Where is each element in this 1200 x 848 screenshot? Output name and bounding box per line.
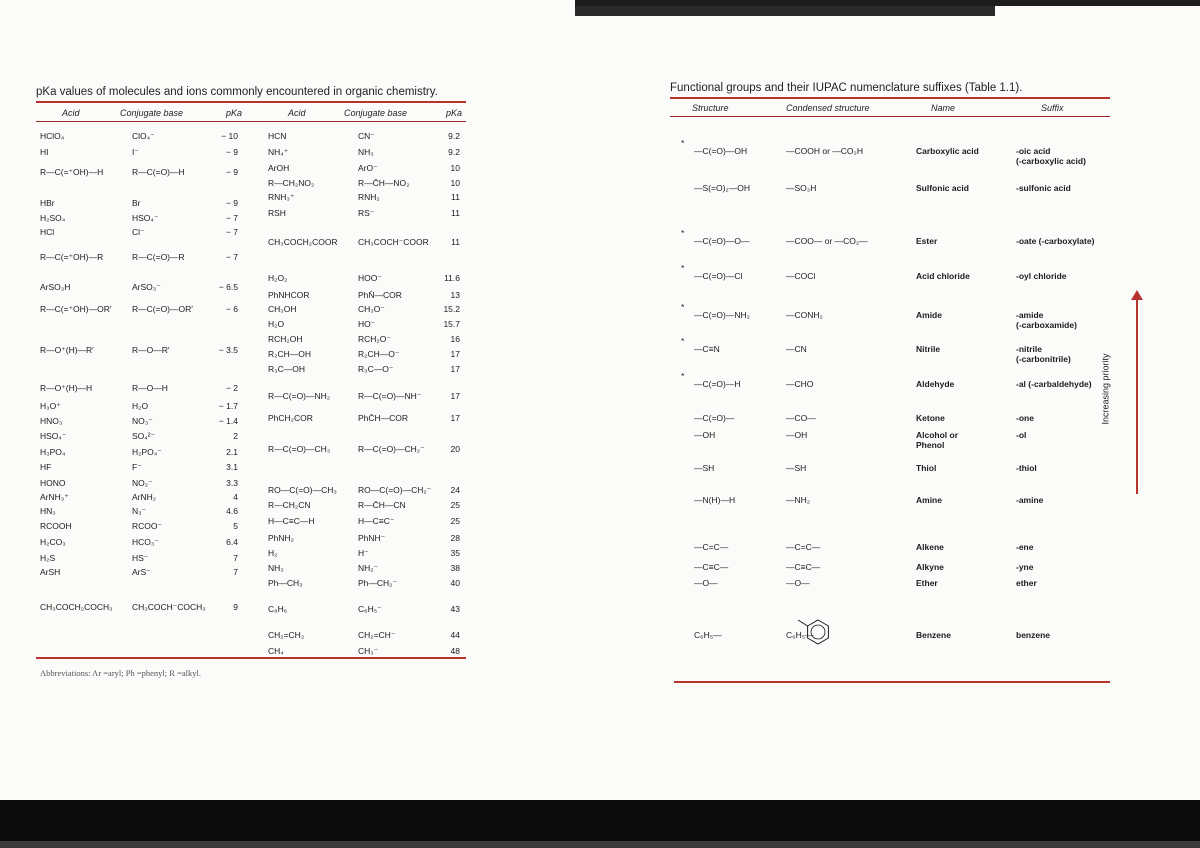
pka-right-base: NH₃: [358, 147, 374, 157]
pka-left-acid: ArSH: [40, 567, 61, 577]
fg-suffix: -one: [1016, 413, 1034, 423]
pka-left-base: Cl⁻: [132, 227, 145, 237]
pka-left-acid: H₂SO₄: [40, 213, 66, 223]
benzene-ring-icon: [796, 612, 836, 652]
pka-right-value: 15.7: [443, 319, 460, 329]
pka-right-base: H—C≡C⁻: [358, 516, 395, 526]
pka-right-base: HOO⁻: [358, 273, 382, 283]
fg-name: Alkyne: [916, 562, 944, 572]
pka-left-value: 6.4: [226, 537, 238, 547]
pka-left-value: − 9: [225, 147, 238, 157]
fg-structure: —C(=O)—NH₂: [694, 310, 750, 320]
pka-table-title: pKa values of molecules and ions commonly encountered in organic chemistry.: [36, 86, 438, 98]
pka-left-base: ArS⁻: [132, 567, 151, 577]
fg-condensed: —OH: [786, 430, 808, 440]
fg-name: Aldehyde: [916, 379, 955, 389]
pka-left-base: N₃⁻: [132, 506, 147, 516]
fg-suffix: -thiol: [1016, 463, 1037, 473]
fg-structure: —C(=O)—Cl: [694, 271, 743, 281]
fg-condensed: —CO—: [786, 413, 816, 423]
pka-table-top-rule: [36, 101, 466, 103]
fg-suffix: -amine: [1016, 495, 1044, 505]
pka-right-acid: CH₄: [268, 646, 284, 656]
pka-right-value: 9.2: [448, 131, 460, 141]
pka-right-value: 15.2: [443, 304, 460, 314]
pka-right-base: PhC̄H—COR: [358, 413, 409, 423]
fg-structure: —OH: [694, 430, 716, 440]
pka-header-pka-2: pKa: [446, 108, 463, 118]
fg-suffix: ether: [1016, 578, 1037, 588]
pka-right-value: 43: [450, 604, 460, 614]
pka-left-acid: R—C(=⁺OH)—R: [40, 252, 104, 262]
pka-right-acid: PhNHCOR: [268, 290, 310, 300]
fg-header-condensed: Condensed structure: [786, 103, 870, 113]
pka-left-value: − 2: [225, 383, 238, 393]
fg-condensed: —COCl: [786, 271, 816, 281]
pka-left-base: H₂O: [132, 401, 149, 411]
pka-right-base: R—C(=O)—NH⁻: [358, 391, 422, 401]
pka-right-acid: RNH₃⁺: [268, 192, 295, 202]
pka-right-acid: R₃C—OH: [268, 364, 305, 374]
fg-structure: —C(=O)—O—: [694, 236, 750, 246]
fg-name: Benzene: [916, 630, 951, 640]
fg-condensed: —C≡C—: [786, 562, 821, 572]
pka-left-value: − 6: [225, 304, 238, 314]
pka-right-value: 9.2: [448, 147, 460, 157]
fg-condensed: —SO₃H: [786, 183, 817, 193]
pka-right-value: 40: [450, 578, 460, 588]
fg-structure: —C≡N: [694, 344, 720, 354]
pka-right-value: 11: [451, 192, 460, 202]
fg-suffix: -amide (-carboxamide): [1016, 310, 1077, 330]
pka-left-acid: H₃O⁺: [40, 401, 61, 411]
fg-name: Ester: [916, 236, 938, 246]
fg-suffix: benzene: [1016, 630, 1051, 640]
pka-right-acid: H—C≡C—H: [268, 516, 315, 526]
pka-left-value: − 7: [225, 213, 238, 223]
pka-left-value: − 3.5: [218, 345, 238, 355]
pka-right-value: 24: [450, 485, 460, 495]
pka-left-acid: R—O⁺(H)—H: [40, 383, 93, 393]
pka-left-base: H₂PO₄⁻: [132, 447, 162, 457]
pka-right-acid: RSH: [268, 208, 286, 218]
pka-left-value: 9: [233, 602, 238, 612]
pka-table-bottom-rule: [36, 657, 466, 659]
pka-left-base: R—O—R′: [132, 345, 170, 355]
fg-structure: —C≡C—: [694, 562, 729, 572]
pka-right-acid: R₂CH—OH: [268, 349, 311, 359]
pka-left-value: − 1.4: [218, 416, 238, 426]
pka-right-base: R₂CH—O⁻: [358, 349, 400, 359]
pka-header-pka-1: pKa: [226, 108, 243, 118]
pka-right-acid: CH₂=CH₂: [268, 630, 305, 640]
pka-header-acid-1: Acid: [62, 108, 80, 118]
pka-right-value: 25: [450, 516, 460, 526]
pka-right-base: RNH₂: [358, 192, 380, 202]
pka-left-base: HCO₃⁻: [132, 537, 159, 547]
priority-label: Increasing priority: [1100, 353, 1111, 425]
fg-priority-star: *: [681, 228, 685, 238]
pka-left-base: HSO₄⁻: [132, 213, 159, 223]
pka-right-value: 10: [450, 178, 460, 188]
pka-left-acid: HCl: [40, 227, 55, 237]
pka-left-base: F⁻: [132, 462, 142, 472]
pka-left-value: 5: [233, 521, 238, 531]
fg-suffix: -oate (-carboxylate): [1016, 236, 1095, 246]
fg-priority-star: *: [681, 302, 685, 312]
pka-right-base: R—C(=O)—CH₂⁻: [358, 444, 425, 454]
pka-right-acid: HCN: [268, 131, 287, 141]
pka-left-value: 2: [233, 431, 238, 441]
fg-name: Alkene: [916, 542, 944, 552]
pka-left-base: SO₄²⁻: [132, 431, 156, 441]
pka-left-value: 7: [233, 567, 238, 577]
pka-left-value: − 6.5: [218, 282, 238, 292]
pka-right-value: 17: [450, 364, 460, 374]
pka-left-base: HS⁻: [132, 553, 149, 563]
pka-left-value: − 9: [225, 198, 238, 208]
pka-left-value: 3.1: [226, 462, 238, 472]
pka-left-acid: ArSO₃H: [40, 282, 71, 292]
fg-structure: —SH: [694, 463, 715, 473]
pka-right-value: 10: [450, 163, 460, 173]
pka-left-value: 3.3: [226, 478, 238, 488]
pka-right-base: NH₂⁻: [358, 563, 379, 573]
pka-left-base: NO₂⁻: [132, 478, 153, 488]
fg-condensed: —C=C—: [786, 542, 821, 552]
fg-suffix: -ol: [1016, 430, 1027, 440]
pka-right-acid: H₂O₂: [268, 273, 288, 283]
pka-left-base: ArNH₂: [132, 492, 157, 502]
pka-left-base: CH₃COCH⁻COCH₃: [132, 602, 206, 612]
pka-right-value: 13: [450, 290, 460, 300]
pka-left-acid: H₂S: [40, 553, 56, 563]
fg-structure: —C(=O)—H: [694, 379, 741, 389]
pka-right-acid: R—C(=O)—NH₂: [268, 391, 331, 401]
fg-structure: —C(=O)—: [694, 413, 735, 423]
pka-left-value: − 7: [225, 252, 238, 262]
pka-right-base: CH₃O⁻: [358, 304, 385, 314]
pka-left-acid: HClO₄: [40, 131, 65, 141]
pka-left-acid: H₃PO₄: [40, 447, 66, 457]
pka-right-acid: R—C(=O)—CH₃: [268, 444, 331, 454]
fg-table-title: Functional groups and their IUPAC numenclature suffixes (Table 1.1).: [670, 82, 1023, 94]
pka-abbreviations: Abbreviations: Ar =aryl; Ph =phenyl; R =alkyl.: [40, 668, 201, 678]
pka-right-base: R₃C—O⁻: [358, 364, 394, 374]
pka-left-value: − 7: [225, 227, 238, 237]
pka-left-acid: CH₃COCH₂COCH₃: [40, 602, 113, 612]
pka-right-acid: H₂: [268, 548, 278, 558]
fg-suffix: -sulfonic acid: [1016, 183, 1071, 193]
pka-right-base: CN⁻: [358, 131, 375, 141]
pka-right-acid: R—CH₂NO₂: [268, 178, 315, 188]
pka-right-base: PhNH⁻: [358, 533, 386, 543]
pka-right-acid: PhCH₂COR: [268, 413, 313, 423]
pka-right-value: 28: [450, 533, 460, 543]
fg-header-suffix: Suffix: [1041, 103, 1064, 113]
priority-arrow: [1136, 298, 1138, 494]
pka-right-value: 48: [450, 646, 460, 656]
fg-name: Sulfonic acid: [916, 183, 969, 193]
pka-header-base-1: Conjugate base: [120, 108, 184, 118]
pka-right-acid: Ph—CH₃: [268, 578, 303, 588]
fg-table-top-rule: [670, 97, 1110, 99]
pka-right-base: ArO⁻: [358, 163, 378, 173]
pka-right-base: RCH₂O⁻: [358, 334, 391, 344]
pka-left-acid: H₂CO₃: [40, 537, 66, 547]
fg-priority-star: *: [681, 336, 685, 346]
pka-left-base: R—O—H: [132, 383, 168, 393]
scan-edge-bottom-line: [0, 841, 1200, 848]
fg-structure: —N(H)—H: [694, 495, 736, 505]
pka-left-acid: HI: [40, 147, 49, 157]
pka-left-acid: HNO₃: [40, 416, 63, 426]
pka-left-value: − 9: [225, 167, 238, 177]
pka-right-value: 11: [451, 208, 460, 218]
pka-right-base: R—C̄H—NO₂: [358, 178, 410, 188]
pka-right-acid: RO—C(=O)—CH₃: [268, 485, 337, 495]
fg-structure: —C=C—: [694, 542, 729, 552]
pka-left-base: NO₃⁻: [132, 416, 153, 426]
pka-right-acid: NH₄⁺: [268, 147, 289, 157]
pka-right-base: RS⁻: [358, 208, 375, 218]
pka-right-base: R—C̄H—CN: [358, 500, 406, 510]
fg-condensed: —O—: [786, 578, 810, 588]
pka-header-acid-2: Acid: [288, 108, 306, 118]
fg-name: Nitrile: [916, 344, 941, 354]
pka-left-base: ClO₄⁻: [132, 131, 155, 141]
fg-table-bottom-rule: [674, 681, 1110, 683]
fg-suffix: -oyl chloride: [1016, 271, 1067, 281]
pka-left-acid: R—O⁺(H)—R′: [40, 345, 94, 355]
fg-condensed: C₆H₅—: [786, 630, 814, 640]
pka-left-value: 2.1: [226, 447, 238, 457]
pka-right-value: 35: [450, 548, 460, 558]
fg-suffix: -yne: [1016, 562, 1034, 572]
fg-priority-star: *: [681, 371, 685, 381]
pka-right-value: 11: [451, 237, 460, 247]
pka-right-value: 38: [450, 563, 460, 573]
fg-suffix: -nitrile (-carbonitrile): [1016, 344, 1071, 364]
pka-left-acid: ArNH₃⁺: [40, 492, 69, 502]
pka-left-value: 7: [233, 553, 238, 563]
pka-right-base: Ph—CH₂⁻: [358, 578, 397, 588]
fg-header-name: Name: [931, 103, 956, 113]
fg-condensed: —COOH or —CO₂H: [786, 146, 863, 156]
pka-left-acid: HSO₄⁻: [40, 431, 67, 441]
pka-left-acid: HN₃: [40, 506, 56, 516]
fg-structure: —O—: [694, 578, 718, 588]
pka-right-value: 20: [450, 444, 460, 454]
pka-left-value: 4.6: [226, 506, 238, 516]
fg-priority-star: *: [681, 138, 685, 148]
pka-left-acid: R—C(=⁺OH)—H: [40, 167, 104, 177]
pka-right-acid: CH₃COCH₂COOR: [268, 237, 338, 247]
pka-right-value: 17: [450, 391, 460, 401]
scan-edge-top-shadow: [575, 6, 995, 16]
pka-left-acid: HBr: [40, 198, 55, 208]
pka-right-acid: CH₃OH: [268, 304, 297, 314]
pka-left-base: R—C(=O)—R: [132, 252, 185, 262]
fg-structure: —C(=O)—OH: [694, 146, 748, 156]
pka-left-acid: HF: [40, 462, 52, 472]
fg-name: Carboxylic acid: [916, 146, 979, 156]
pka-left-base: R—C(=O)—OR′: [132, 304, 193, 314]
fg-condensed: —COO— or —CO₂—: [786, 236, 868, 246]
pka-right-acid: H₂O: [268, 319, 285, 329]
pka-left-value: − 10: [221, 131, 238, 141]
pka-left-base: I⁻: [132, 147, 139, 157]
pka-right-value: 44: [450, 630, 460, 640]
pka-right-acid: ArOH: [268, 163, 290, 173]
pka-right-acid: PhNH₂: [268, 533, 294, 543]
pka-header-rule: [36, 121, 466, 122]
pka-left-value: − 1.7: [218, 401, 238, 411]
pka-right-value: 17: [450, 349, 460, 359]
pka-right-acid: NH₃: [268, 563, 284, 573]
pka-right-base: HO⁻: [358, 319, 376, 329]
pka-right-base: PhN̄—COR: [358, 290, 402, 300]
fg-header-rule: [670, 116, 1110, 117]
fg-name: Alcohol or Phenol: [916, 430, 959, 450]
fg-suffix: -al (-carbaldehyde): [1016, 379, 1092, 389]
pka-right-base: CH₃⁻: [358, 646, 379, 656]
pka-left-acid: HONO: [40, 478, 66, 488]
fg-name: Amine: [916, 495, 942, 505]
pka-right-value: 16: [450, 334, 460, 344]
fg-name: Ketone: [916, 413, 945, 423]
fg-name: Acid chloride: [916, 271, 970, 281]
pka-right-acid: R—CH₂CN: [268, 500, 311, 510]
pka-left-base: Br: [132, 198, 141, 208]
fg-priority-star: *: [681, 263, 685, 273]
fg-condensed: —CONH₂: [786, 310, 823, 320]
pka-right-acid: C₆H₆: [268, 604, 288, 614]
fg-name: Amide: [916, 310, 942, 320]
pka-right-base: H⁻: [358, 548, 369, 558]
pka-left-acid: RCOOH: [40, 521, 72, 531]
fg-name: Ether: [916, 578, 938, 588]
pka-left-base: R—C(=O)—H: [132, 167, 185, 177]
fg-name: Thiol: [916, 463, 937, 473]
pka-right-acid: RCH₂OH: [268, 334, 303, 344]
pka-header-base-2: Conjugate base: [344, 108, 408, 118]
pka-right-value: 25: [450, 500, 460, 510]
pka-right-base: C₆H₅⁻: [358, 604, 382, 614]
fg-condensed: —NH₂: [786, 495, 811, 505]
pka-right-value: 11.6: [444, 273, 460, 283]
pka-left-base: ArSO₃⁻: [132, 282, 161, 292]
pka-left-value: 4: [233, 492, 238, 502]
pka-right-value: 17: [450, 413, 460, 423]
fg-structure: —S(=O)₂—OH: [694, 183, 750, 193]
pka-left-base: RCOO⁻: [132, 521, 162, 531]
fg-suffix: -oic acid (-carboxylic acid): [1016, 146, 1086, 166]
fg-structure: C₆H₅—: [694, 630, 722, 640]
fg-suffix: -ene: [1016, 542, 1034, 552]
fg-condensed: —CHO: [786, 379, 814, 389]
pka-right-base: CH₃COCH⁻COOR: [358, 237, 429, 247]
fg-condensed: —SH: [786, 463, 807, 473]
pka-right-base: CH₂=CH⁻: [358, 630, 396, 640]
pka-left-acid: R—C(=⁺OH)—OR′: [40, 304, 112, 314]
pka-right-base: RO—C(=O)—CH₂⁻: [358, 485, 432, 495]
fg-condensed: —CN: [786, 344, 807, 354]
fg-header-structure: Structure: [692, 103, 729, 113]
